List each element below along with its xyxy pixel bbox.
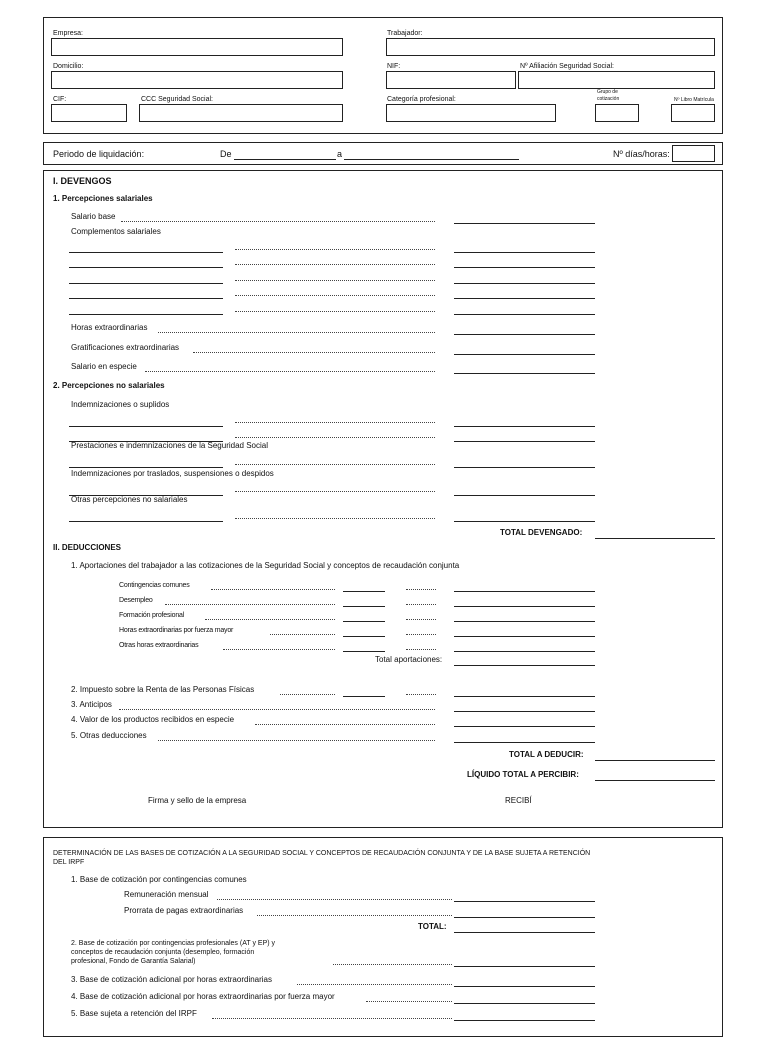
horas-fuerza-mayor-amount[interactable] bbox=[454, 636, 595, 637]
complemento-dots bbox=[235, 264, 435, 265]
otras-horas-amount[interactable] bbox=[454, 651, 595, 652]
gratificaciones-label: Gratificaciones extraordinarias bbox=[71, 343, 180, 352]
indemnizaciones-amount-1[interactable] bbox=[454, 426, 595, 427]
irpf-rate[interactable] bbox=[343, 696, 385, 697]
libro-label: Nº Libro Matrícula bbox=[674, 97, 714, 103]
otras-percepciones-line[interactable] bbox=[69, 521, 223, 522]
nif-field[interactable] bbox=[386, 71, 516, 89]
base-irpf-label: 5. Base sujeta a retención del IRPF bbox=[71, 1009, 197, 1018]
gratificaciones-amount[interactable] bbox=[454, 354, 595, 355]
base-fuerza-mayor-amount[interactable] bbox=[454, 1003, 595, 1004]
indemnizaciones-dots-1 bbox=[235, 422, 435, 423]
prorrata-dots bbox=[257, 915, 452, 916]
formacion-profesional-label: Formación profesional bbox=[119, 612, 185, 619]
prorrata-amount[interactable] bbox=[454, 917, 595, 918]
grupo-cotizacion-field[interactable] bbox=[595, 104, 639, 122]
total-aportaciones-amount[interactable] bbox=[454, 665, 595, 666]
ccc-label: CCC Seguridad Social: bbox=[141, 96, 213, 103]
complemento-dots bbox=[235, 249, 435, 250]
remuneracion-mensual-label: Remuneración mensual bbox=[124, 890, 209, 899]
base-irpf-amount[interactable] bbox=[454, 1020, 595, 1021]
recibi-label: RECIBÍ bbox=[505, 796, 532, 805]
especie-amount[interactable] bbox=[454, 373, 595, 374]
irpf-amount[interactable] bbox=[454, 696, 595, 697]
irpf-base-dots bbox=[406, 694, 436, 695]
base-profesionales-dots bbox=[333, 964, 452, 965]
bases-cotizacion-section bbox=[43, 837, 723, 1037]
contingencias-comunes-dots bbox=[211, 589, 335, 590]
base-fuerza-mayor-label: 4. Base de cotización adicional por horas extraordinarias por fuerza mayor bbox=[71, 992, 335, 1001]
otras-horas-rate[interactable] bbox=[343, 651, 385, 652]
complemento-amount[interactable] bbox=[454, 314, 595, 315]
bases-title-line-2: DEL IRPF bbox=[53, 859, 85, 866]
categoria-field[interactable] bbox=[386, 104, 556, 122]
horas-fuerza-mayor-base-dots bbox=[406, 634, 436, 635]
prorrata-label: Prorrata de pagas extraordinarias bbox=[124, 906, 244, 915]
grupo-label-1: Grupo de bbox=[597, 89, 618, 95]
firma-empresa-label: Firma y sello de la empresa bbox=[148, 796, 247, 805]
horas-fuerza-mayor-dots bbox=[270, 634, 335, 635]
otras-deducciones-dots bbox=[158, 740, 435, 741]
remuneracion-mensual-dots bbox=[217, 899, 452, 900]
afiliacion-label: Nº Afiliación Seguridad Social: bbox=[520, 63, 614, 70]
irpf-dots bbox=[280, 694, 335, 695]
dias-horas-field[interactable] bbox=[672, 145, 715, 162]
horas-extra-label: Horas extraordinarias bbox=[71, 323, 148, 332]
prestaciones-line[interactable] bbox=[69, 467, 223, 468]
complemento-concept-line[interactable] bbox=[69, 298, 223, 299]
base-profesionales-line-2: conceptos de recaudación conjunta (desempleo, formación bbox=[71, 949, 255, 956]
base-irpf-dots bbox=[212, 1018, 452, 1019]
total-devengado-label: TOTAL DEVENGADO: bbox=[500, 528, 583, 537]
valor-productos-amount[interactable] bbox=[454, 726, 595, 727]
desempleo-base-dots bbox=[406, 604, 436, 605]
base-contingencias-comunes-heading: 1. Base de cotización por contingencias comunes bbox=[71, 875, 247, 884]
libro-matricula-field[interactable] bbox=[671, 104, 715, 122]
prestaciones-dots bbox=[235, 464, 435, 465]
traslados-dots bbox=[235, 491, 435, 492]
periodo-label: Periodo de liquidación: bbox=[53, 149, 145, 159]
total-aportaciones-label: Total aportaciones: bbox=[375, 655, 443, 664]
valor-productos-label: 4. Valor de los productos recibidos en especie bbox=[71, 715, 235, 724]
empresa-label: Empresa: bbox=[53, 30, 83, 37]
otras-deducciones-amount[interactable] bbox=[454, 742, 595, 743]
desempleo-dots bbox=[165, 604, 335, 605]
base-profesionales-line-1: 2. Base de cotización por contingencias profesionales (AT y EP) y bbox=[71, 940, 276, 947]
irpf-label: 2. Impuesto sobre la Renta de las Personas Físicas bbox=[71, 685, 255, 694]
gratificaciones-dots bbox=[193, 352, 435, 353]
indemnizaciones-amount-2[interactable] bbox=[454, 441, 595, 442]
contingencias-comunes-base-dots bbox=[406, 589, 436, 590]
ccc-field[interactable] bbox=[139, 104, 343, 122]
anticipos-label: 3. Anticipos bbox=[71, 700, 112, 709]
grupo-label-2: cotización bbox=[597, 96, 620, 102]
liquido-label: LÍQUIDO TOTAL A PERCIBIR: bbox=[467, 770, 579, 779]
anticipos-dots bbox=[119, 709, 435, 710]
nif-label: NIF: bbox=[387, 63, 401, 70]
bases-total-label: TOTAL: bbox=[418, 922, 447, 931]
indemnizaciones-line-1[interactable] bbox=[69, 426, 223, 427]
base-profesionales-amount[interactable] bbox=[454, 966, 595, 967]
trabajador-field[interactable] bbox=[386, 38, 715, 56]
horas-extra-dots bbox=[158, 332, 435, 333]
otras-percepciones-label: Otras percepciones no salariales bbox=[71, 495, 188, 504]
periodo-a-line[interactable] bbox=[344, 159, 519, 160]
formacion-profesional-amount[interactable] bbox=[454, 621, 595, 622]
formacion-profesional-dots bbox=[205, 619, 335, 620]
otras-percepciones-amount[interactable] bbox=[454, 521, 595, 522]
header-section bbox=[43, 17, 723, 134]
liquido-amount[interactable] bbox=[595, 780, 715, 781]
base-horas-extra-dots bbox=[297, 984, 452, 985]
formacion-profesional-base-dots bbox=[406, 619, 436, 620]
complemento-dots bbox=[235, 295, 435, 296]
dias-horas-label: Nº días/horas: bbox=[613, 149, 670, 159]
desempleo-rate[interactable] bbox=[343, 606, 385, 607]
desempleo-amount[interactable] bbox=[454, 606, 595, 607]
horas-fuerza-mayor-label: Horas extraordinarias por fuerza mayor bbox=[119, 627, 234, 634]
periodo-a-label: a bbox=[337, 149, 343, 159]
traslados-label: Indemnizaciones por traslados, suspensiones o despidos bbox=[71, 469, 274, 478]
devengos-deducciones-section bbox=[43, 170, 723, 828]
traslados-amount[interactable] bbox=[454, 495, 595, 496]
remuneracion-mensual-amount[interactable] bbox=[454, 901, 595, 902]
contingencias-comunes-label: Contingencias comunes bbox=[119, 582, 190, 589]
periodo-de-line[interactable] bbox=[234, 159, 336, 160]
salario-base-label: Salario base bbox=[71, 212, 116, 221]
percepciones-salariales-heading: 1. Percepciones salariales bbox=[53, 194, 153, 203]
complemento-amount[interactable] bbox=[454, 252, 595, 253]
afiliacion-field[interactable] bbox=[518, 71, 715, 89]
complementos-label: Complementos salariales bbox=[71, 227, 161, 236]
valor-productos-dots bbox=[255, 724, 435, 725]
base-fuerza-mayor-dots bbox=[366, 1001, 452, 1002]
aportaciones-heading: 1. Aportaciones del trabajador a las cotizaciones de la Seguridad Social y conceptos de recaudación conjunta bbox=[71, 561, 460, 570]
desempleo-label: Desempleo bbox=[119, 597, 153, 604]
contingencias-comunes-rate[interactable] bbox=[343, 591, 385, 592]
base-horas-extra-label: 3. Base de cotización adicional por horas extraordinarias bbox=[71, 975, 273, 984]
complemento-amount[interactable] bbox=[454, 267, 595, 268]
horas-extra-amount[interactable] bbox=[454, 334, 595, 335]
deducciones-title: II. DEDUCCIONES bbox=[53, 543, 122, 552]
percepciones-no-salariales-heading: 2. Percepciones no salariales bbox=[53, 381, 165, 390]
complemento-concept-line[interactable] bbox=[69, 252, 223, 253]
base-horas-extra-amount[interactable] bbox=[454, 986, 595, 987]
salario-base-dots bbox=[121, 221, 435, 222]
contingencias-comunes-amount[interactable] bbox=[454, 591, 595, 592]
complemento-concept-line[interactable] bbox=[69, 267, 223, 268]
trabajador-label: Trabajador: bbox=[387, 30, 423, 37]
otras-percepciones-dots bbox=[235, 518, 435, 519]
domicilio-label: Domicilio: bbox=[53, 63, 84, 70]
complemento-concept-line[interactable] bbox=[69, 283, 223, 284]
bases-total-amount[interactable] bbox=[454, 932, 595, 933]
complemento-amount[interactable] bbox=[454, 298, 595, 299]
domicilio-field[interactable] bbox=[51, 71, 343, 89]
cif-field[interactable] bbox=[51, 104, 127, 122]
categoria-label: Categoría profesional: bbox=[387, 96, 456, 103]
devengos-title: I. DEVENGOS bbox=[53, 176, 112, 186]
salario-base-amount[interactable] bbox=[454, 223, 595, 224]
total-deducir-label: TOTAL A DEDUCIR: bbox=[509, 750, 584, 759]
otras-deducciones-label: 5. Otras deducciones bbox=[71, 731, 147, 740]
anticipos-amount[interactable] bbox=[454, 711, 595, 712]
especie-label: Salario en especie bbox=[71, 362, 137, 371]
otras-horas-label: Otras horas extraordinarias bbox=[119, 642, 199, 649]
periodo-section bbox=[43, 142, 723, 165]
total-devengado-amount[interactable] bbox=[595, 538, 715, 539]
bases-title-line-1: DETERMINACIÓN DE LAS BASES DE COTIZACIÓN A LA SEGURIDAD SOCIAL Y CONCEPTOS DE RECAUDACIÓN CONJUNTA Y DE LA BASE SUJETA A RETENCIÓN bbox=[53, 850, 591, 857]
base-profesionales-line-3: profesional, Fondo de Garantía Salarial) bbox=[71, 958, 196, 965]
otras-horas-dots bbox=[223, 649, 335, 650]
cif-label: CIF: bbox=[53, 96, 67, 103]
especie-dots bbox=[145, 371, 435, 372]
total-deducir-amount[interactable] bbox=[595, 760, 715, 761]
prestaciones-label: Prestaciones e indemnizaciones de la Seguridad Social bbox=[71, 441, 269, 450]
horas-fuerza-mayor-rate[interactable] bbox=[343, 636, 385, 637]
complemento-concept-line[interactable] bbox=[69, 314, 223, 315]
complemento-dots bbox=[235, 311, 435, 312]
complemento-amount[interactable] bbox=[454, 283, 595, 284]
empresa-field[interactable] bbox=[51, 38, 343, 56]
indemnizaciones-dots-2 bbox=[235, 437, 435, 438]
otras-horas-base-dots bbox=[406, 649, 436, 650]
periodo-de-label: De bbox=[220, 149, 232, 159]
indemnizaciones-label: Indemnizaciones o suplidos bbox=[71, 400, 170, 409]
prestaciones-amount[interactable] bbox=[454, 467, 595, 468]
formacion-profesional-rate[interactable] bbox=[343, 621, 385, 622]
complemento-dots bbox=[235, 280, 435, 281]
